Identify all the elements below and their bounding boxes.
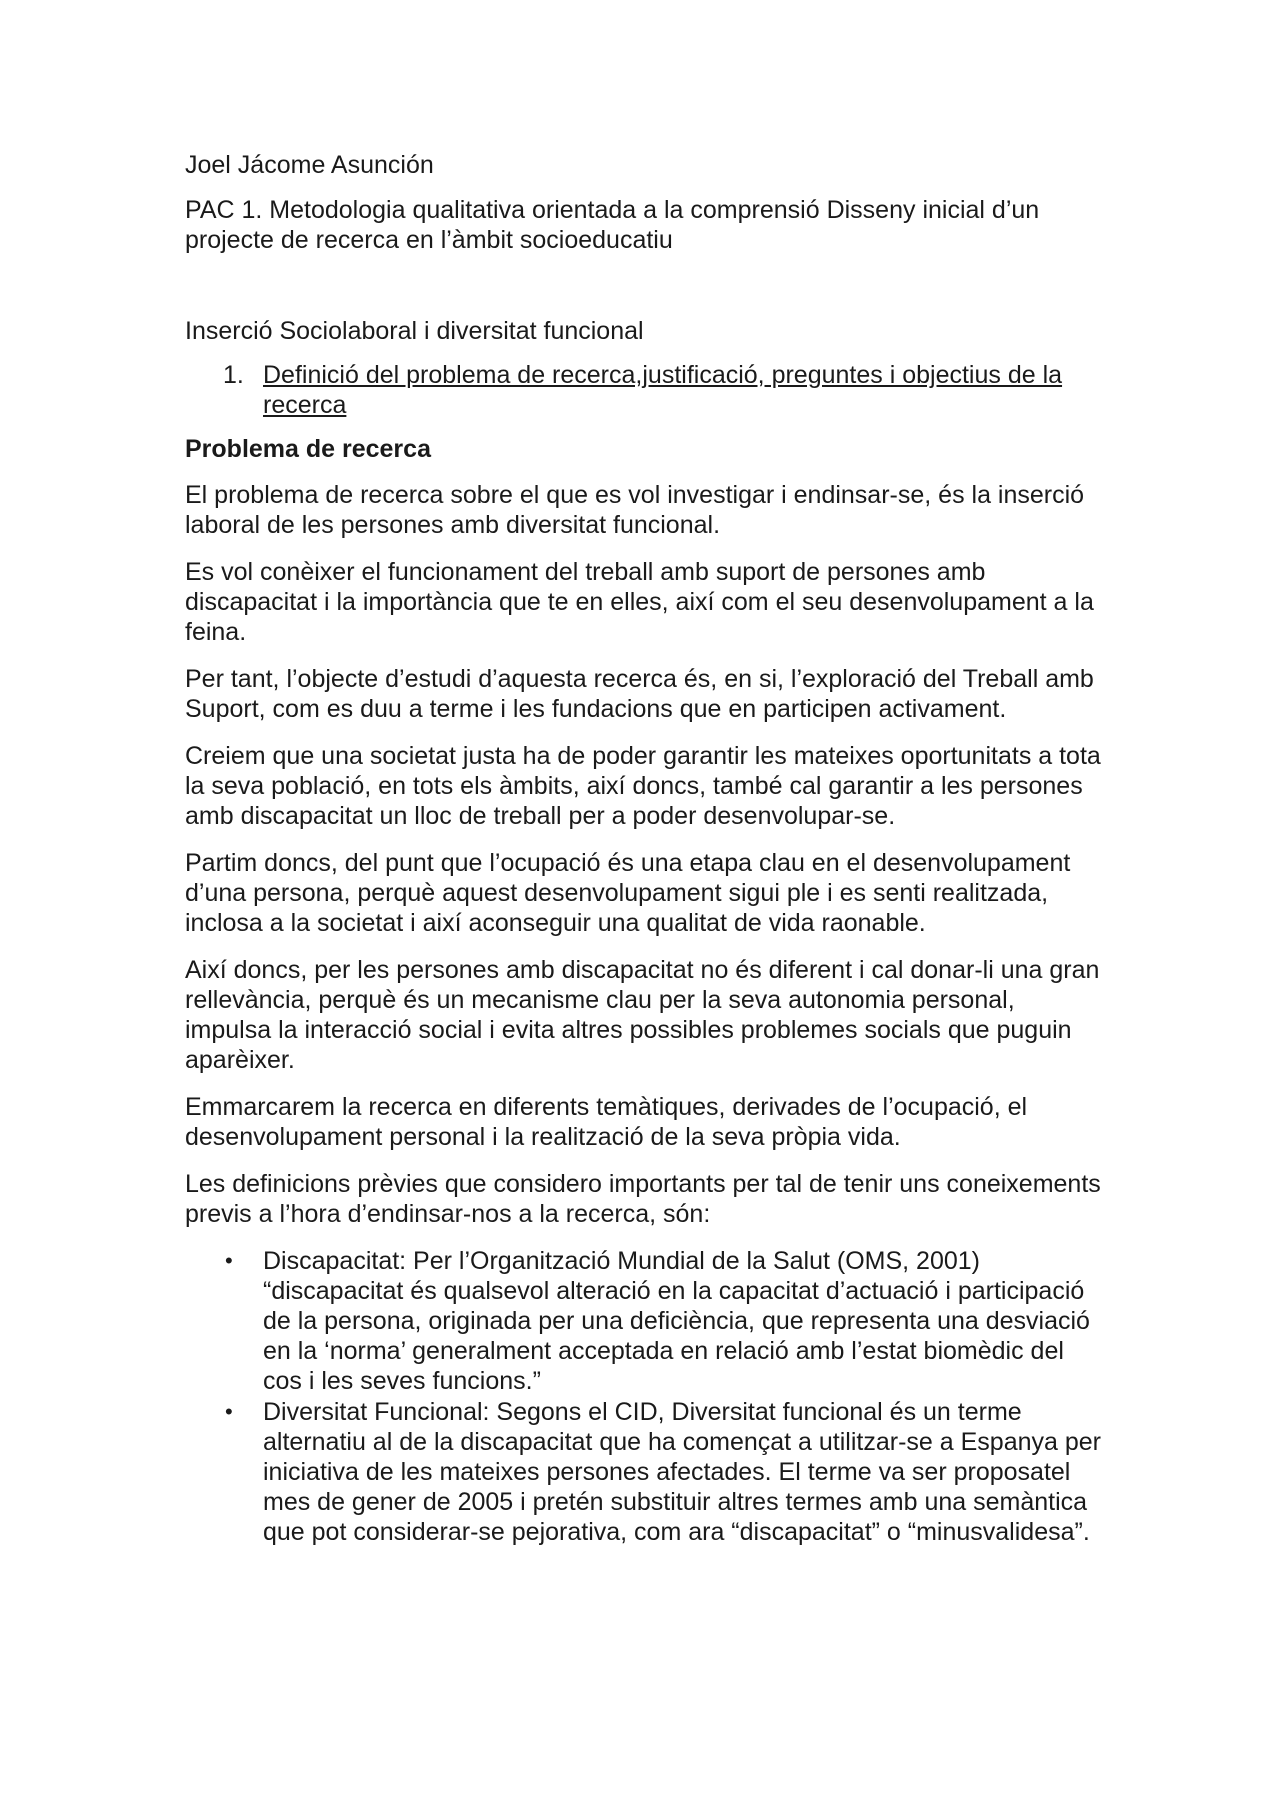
numbered-heading-list	[185, 360, 1105, 420]
paragraph-7: Emmarcarem la recerca en diferents temàtiques, derivades de l’ocupació, el desenvolupament personal i la realització de la seva pròpia vida.	[185, 1093, 1028, 1151]
bullet-marker: •	[225, 1248, 233, 1273]
list-item	[185, 1397, 1105, 1547]
definition-diversitat-funcional: Diversitat Funcional: Segons el CID, Diversitat funcional és un terme alternatiu al de la discapacitat que ha començat a utilitzar-se a Espanya per iniciativa de les mateixes persones afectades. El terme va ser proposatel mes de gener de 2005 i pretén substituir altres termes amb una semàntica que pot considerar-se pejorativa, com ara “discapacitat” o “minusvalidesa”.	[263, 1398, 1101, 1546]
paragraph-1: El problema de recerca sobre el que es vol investigar i endinsar-se, és la inserció laboral de les persones amb diversitat funcional.	[185, 481, 1085, 539]
definitions-list	[185, 1246, 1105, 1547]
heading-text: Definició del problema de recerca,justificació, preguntes i objectius de la recerca	[263, 361, 1063, 419]
author-name: Joel Jácome Asunción	[185, 151, 434, 179]
paragraph-5: Partim doncs, del punt que l’ocupació és una etapa clau en el desenvolupament d’una persona, perquè aquest desenvolupament sigui ple i es senti realitzada, inclosa a la societat i així aconseguir una qualitat de vida raonable.	[185, 849, 1071, 937]
list-item	[185, 1246, 1105, 1396]
assignment-title: PAC 1. Metodologia qualitativa orientada a la comprensió Disseny inicial d’un projecte de recerca en l’àmbit socioeducatiu	[185, 196, 1040, 254]
paragraph-3: Per tant, l’objecte d’estudi d’aquesta recerca és, en si, l’exploració del Treball amb Suport, com es duu a terme i les fundacions que en participen activament.	[185, 665, 1094, 723]
paragraph-6: Així doncs, per les persones amb discapacitat no és diferent i cal donar-li una gran rellevància, perquè és un mecanisme clau per la seva autonomia personal, impulsa la interacció social i evita altres possibles problemes socials que puguin aparèixer.	[185, 956, 1100, 1074]
paragraph-8: Les definicions prèvies que considero importants per tal de tenir uns coneixements previs a l’hora d’endinsar-nos a la recerca, són:	[185, 1170, 1101, 1228]
paragraph-2: Es vol conèixer el funcionament del treball amb suport de persones amb discapacitat i la importància que te en elles, així com el seu desenvolupament a la feina.	[185, 558, 1094, 646]
heading-number: 1.	[223, 361, 244, 389]
section-title: Problema de recerca	[185, 435, 431, 463]
bullet-marker: •	[225, 1399, 233, 1424]
definition-discapacitat: Discapacitat: Per l’Organització Mundial de la Salut (OMS, 2001) “discapacitat és qualsevol alteració en la capacitat d’actuació i participació de la persona, originada per una deficiència, que representa una desviació en la ‘norma’ generalment acceptada en relació amb l’estat biomèdic del cos i les seves funcions.”	[263, 1247, 1090, 1395]
numbered-heading	[185, 360, 1105, 420]
topic-title: Inserció Sociolaboral i diversitat funcional	[185, 317, 644, 345]
paragraph-4: Creiem que una societat justa ha de poder garantir les mateixes oportunitats a tota la seva població, en tots els àmbits, així doncs, també cal garantir a les persones amb discapacitat un lloc de treball per a poder desenvolupar-se.	[185, 742, 1101, 830]
document-body	[185, 150, 1105, 1548]
